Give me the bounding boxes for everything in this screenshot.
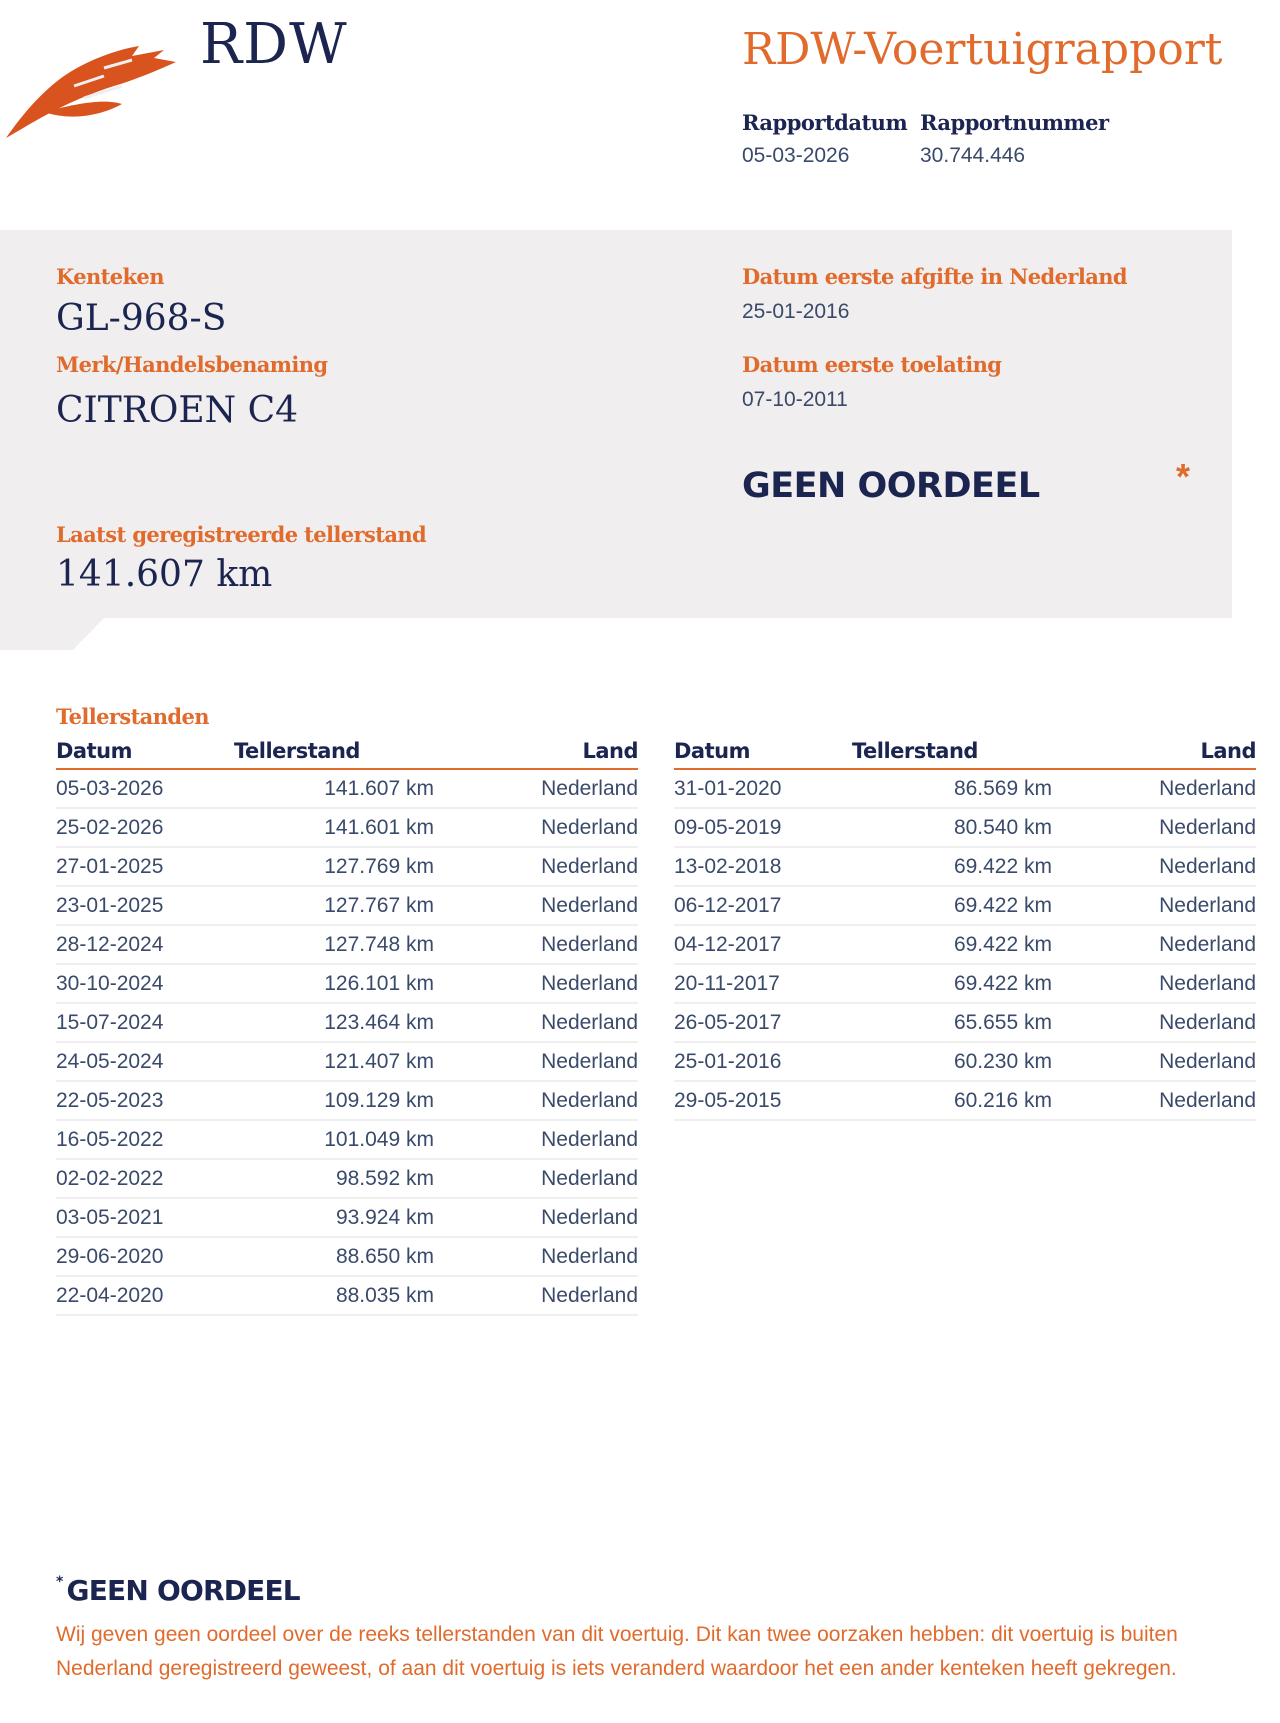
reading-land: Nederland <box>434 964 638 1003</box>
reading-km: 123.464 km <box>234 1003 434 1042</box>
merk-label: Merk/Handelsbenaming <box>56 352 328 377</box>
rapportnummer-label: Rapportnummer <box>920 110 1109 135</box>
table-row <box>56 1042 638 1081</box>
reading-km: 69.422 km <box>852 886 1052 925</box>
table-row <box>674 886 1256 925</box>
rdw-logo-icon <box>4 42 184 142</box>
logo-text: RDW <box>200 12 348 77</box>
reading-date: 03-05-2021 <box>56 1198 234 1237</box>
reading-land: Nederland <box>434 808 638 847</box>
readings-title: Tellerstanden <box>56 704 209 729</box>
reading-date: 22-04-2020 <box>56 1276 234 1315</box>
reading-km: 69.422 km <box>852 964 1052 1003</box>
reading-land: Nederland <box>434 1003 638 1042</box>
reading-km: 60.230 km <box>852 1042 1052 1081</box>
reading-km: 141.607 km <box>234 769 434 808</box>
reading-land: Nederland <box>1052 964 1256 1003</box>
table-row <box>56 1120 638 1159</box>
toelating-value: 07-10-2011 <box>742 388 848 411</box>
table-row <box>56 1003 638 1042</box>
reading-date: 31-01-2020 <box>674 769 852 808</box>
table-row <box>674 1042 1256 1081</box>
panel-tab <box>0 618 104 650</box>
footnote-text: Wij geven geen oordeel over de reeks tellerstanden van dit voertuig. Dit kan twee oorzaken hebben: dit voertuig is buiten Nederland geregistreerd geweest, of aan dit voertuig is iets veranderd waardoor het een ander kenteken heeft gekregen. <box>56 1623 1178 1680</box>
reading-date: 02-02-2022 <box>56 1159 234 1198</box>
reading-km: 88.035 km <box>234 1276 434 1315</box>
table-row <box>56 886 638 925</box>
reading-land: Nederland <box>1052 808 1256 847</box>
reading-date: 26-05-2017 <box>674 1003 852 1042</box>
reading-km: 127.767 km <box>234 886 434 925</box>
table-row <box>56 847 638 886</box>
rapportdatum-label: Rapportdatum <box>742 110 908 135</box>
reading-land: Nederland <box>1052 1042 1256 1081</box>
reading-km: 109.129 km <box>234 1081 434 1120</box>
reading-date: 25-02-2026 <box>56 808 234 847</box>
reading-km: 86.569 km <box>852 769 1052 808</box>
reading-km: 93.924 km <box>234 1198 434 1237</box>
reading-date: 22-05-2023 <box>56 1081 234 1120</box>
reading-km: 127.769 km <box>234 847 434 886</box>
reading-land: Nederland <box>1052 847 1256 886</box>
reading-date: 27-01-2025 <box>56 847 234 886</box>
readings-table-right <box>674 736 1256 1121</box>
reading-date: 09-05-2019 <box>674 808 852 847</box>
reading-land: Nederland <box>1052 886 1256 925</box>
reading-land: Nederland <box>1052 1081 1256 1120</box>
table-row <box>674 808 1256 847</box>
reading-date: 06-12-2017 <box>674 886 852 925</box>
rapportdatum-value: 05-03-2026 <box>742 144 850 167</box>
reading-land: Nederland <box>1052 769 1256 808</box>
reading-km: 121.407 km <box>234 1042 434 1081</box>
reading-land: Nederland <box>434 1120 638 1159</box>
reading-land: Nederland <box>434 925 638 964</box>
reading-land: Nederland <box>1052 925 1256 964</box>
table-row <box>56 769 638 808</box>
reading-date: 15-07-2024 <box>56 1003 234 1042</box>
verdict-asterisk: * <box>1176 456 1191 497</box>
reading-land: Nederland <box>434 847 638 886</box>
reading-km: 80.540 km <box>852 808 1052 847</box>
verdict-text: GEEN OORDEEL <box>742 466 1040 506</box>
table-row <box>56 1237 638 1276</box>
reading-land: Nederland <box>434 1237 638 1276</box>
col-land: Land <box>1052 736 1256 769</box>
table-row <box>674 769 1256 808</box>
table-row <box>56 1198 638 1237</box>
tellerstand-value: 141.607 km <box>56 554 273 595</box>
reading-land: Nederland <box>1052 1003 1256 1042</box>
rapportnummer-value: 30.744.446 <box>920 144 1026 167</box>
table-row <box>674 1081 1256 1120</box>
reading-km: 141.601 km <box>234 808 434 847</box>
reading-date: 05-03-2026 <box>56 769 234 808</box>
col-datum: Datum <box>56 736 234 769</box>
afgifte-label: Datum eerste afgifte in Nederland <box>742 264 1127 289</box>
col-tellerstand: Tellerstand <box>234 736 434 769</box>
reading-date: 29-06-2020 <box>56 1237 234 1276</box>
table-row <box>56 1276 638 1315</box>
reading-land: Nederland <box>434 1159 638 1198</box>
kenteken-label: Kenteken <box>56 264 164 289</box>
table-row <box>674 847 1256 886</box>
table-row <box>56 808 638 847</box>
reading-date: 28-12-2024 <box>56 925 234 964</box>
table-row <box>56 1159 638 1198</box>
footnote-title: * GEEN OORDEEL <box>56 1574 300 1607</box>
col-land: Land <box>434 736 638 769</box>
reading-land: Nederland <box>434 1198 638 1237</box>
reading-km: 101.049 km <box>234 1120 434 1159</box>
reading-land: Nederland <box>434 1276 638 1315</box>
reading-date: 29-05-2015 <box>674 1081 852 1120</box>
footnote-marker: * <box>56 1574 63 1590</box>
table-row <box>56 925 638 964</box>
reading-date: 24-05-2024 <box>56 1042 234 1081</box>
reading-date: 25-01-2016 <box>674 1042 852 1081</box>
reading-km: 126.101 km <box>234 964 434 1003</box>
table-row <box>674 925 1256 964</box>
merk-value: CITROEN C4 <box>56 390 299 431</box>
table-row <box>56 1081 638 1120</box>
reading-km: 98.592 km <box>234 1159 434 1198</box>
reading-date: 13-02-2018 <box>674 847 852 886</box>
reading-date: 20-11-2017 <box>674 964 852 1003</box>
reading-land: Nederland <box>434 1042 638 1081</box>
readings-table-left <box>56 736 638 1316</box>
col-tellerstand: Tellerstand <box>852 736 1052 769</box>
reading-km: 65.655 km <box>852 1003 1052 1042</box>
reading-km: 127.748 km <box>234 925 434 964</box>
table-row <box>674 964 1256 1003</box>
reading-km: 69.422 km <box>852 925 1052 964</box>
reading-land: Nederland <box>434 769 638 808</box>
reading-date: 30-10-2024 <box>56 964 234 1003</box>
reading-km: 88.650 km <box>234 1237 434 1276</box>
reading-date: 23-01-2025 <box>56 886 234 925</box>
table-row <box>674 1003 1256 1042</box>
reading-date: 16-05-2022 <box>56 1120 234 1159</box>
col-datum: Datum <box>674 736 852 769</box>
afgifte-value: 25-01-2016 <box>742 300 850 323</box>
tellerstand-label: Laatst geregistreerde tellerstand <box>56 522 427 547</box>
reading-land: Nederland <box>434 1081 638 1120</box>
reading-date: 04-12-2017 <box>674 925 852 964</box>
kenteken-value: GL-968-S <box>56 298 227 339</box>
reading-land: Nederland <box>434 886 638 925</box>
toelating-label: Datum eerste toelating <box>742 352 1002 377</box>
reading-km: 69.422 km <box>852 847 1052 886</box>
report-title: RDW-Voertuigrapport <box>742 24 1223 75</box>
reading-km: 60.216 km <box>852 1081 1052 1120</box>
table-row <box>56 964 638 1003</box>
